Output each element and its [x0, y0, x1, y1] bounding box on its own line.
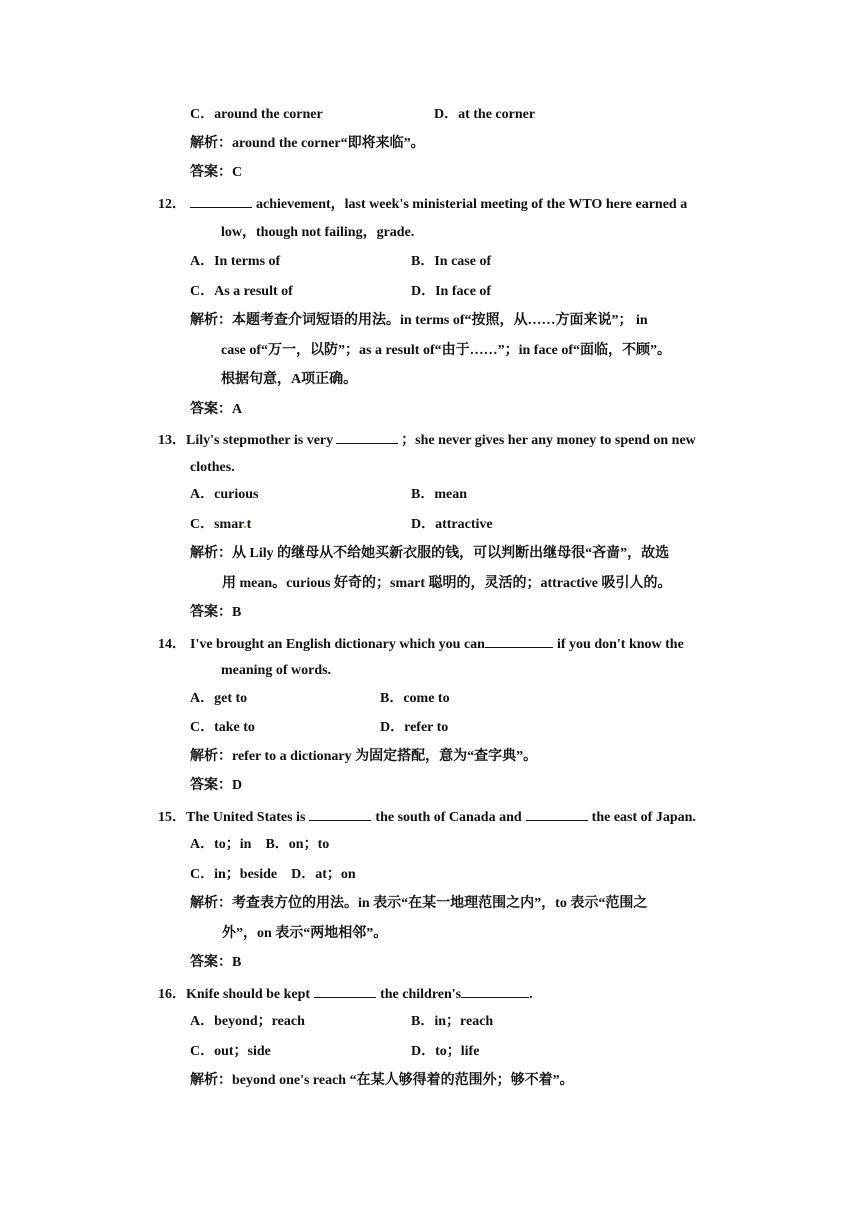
option-text: C．smar: [190, 517, 244, 532]
answer-label: 答案：: [190, 778, 232, 793]
q11-option-c: C．around the corner: [190, 107, 323, 122]
question-text: 15．The United States is: [158, 810, 306, 825]
q12-analysis-line-2: case of“万一，以防”；as a result of“由于……”；in face of“面临，不顾”。: [221, 343, 672, 358]
q12-analysis: [190, 312, 648, 330]
analysis-label: 解析：: [190, 1073, 232, 1088]
question-text: I've brought an English dictionary which you can: [190, 637, 485, 652]
q13-analysis: [190, 545, 669, 563]
question-text-end: if you don't know the: [556, 637, 684, 652]
analysis-text: 考查表方位的用法。in 表示“在某一地理范围之内”，to 表示“范围之: [232, 896, 648, 911]
q11-answer: [190, 164, 242, 182]
analysis-label: 解析：: [190, 749, 232, 764]
question-number: 12．: [158, 197, 186, 212]
answer-blank: [190, 194, 252, 208]
q12-option-a: A．In terms of: [190, 254, 281, 269]
q16-option-c: C．out；side: [190, 1044, 271, 1059]
q12-stem: [158, 194, 687, 214]
option-text-end: t: [246, 517, 252, 532]
question-number: 14．: [158, 637, 186, 652]
q12-answer: [190, 401, 242, 419]
q12-option-c: C．As a result of: [190, 284, 293, 299]
q14-option-b: B．come to: [380, 691, 450, 706]
stray-dot: .: [243, 517, 247, 532]
answer-blank-2: [526, 807, 588, 821]
analysis-text: 从 Lily 的继母从不给她买新衣服的钱，可以判断出继母很“吝啬”，故选: [232, 546, 670, 561]
analysis-label: 解析：: [190, 896, 232, 911]
q11-analysis: [190, 135, 425, 153]
q16-option-d: D．to；life: [411, 1044, 480, 1059]
answer-blank-1: [314, 984, 376, 998]
analysis-text: 本题考查介词短语的用法。in terms of“按照，从……方面来说”； in: [232, 313, 648, 328]
answer-blank: [336, 430, 398, 444]
q13-option-a: A．curious: [190, 487, 259, 502]
answer-blank-1: [309, 807, 371, 821]
q16-option-a: A．beyond；reach: [190, 1014, 305, 1029]
analysis-label: 解析：: [190, 546, 232, 561]
q12-option-d: D．In face of: [411, 284, 492, 299]
answer-label: 答案：: [190, 955, 232, 970]
q15-answer: [190, 954, 241, 972]
q16-stem: [158, 984, 533, 1004]
answer-label: 答案：: [190, 165, 232, 180]
question-text-end: ；she never gives her any money to spend on new: [401, 433, 696, 448]
analysis-text: refer to a dictionary 为固定搭配，意为“查字典”。: [232, 749, 538, 764]
analysis-text: beyond one's reach “在某人够得着的范围外；够不着”。: [232, 1073, 574, 1088]
answer-value: A: [232, 402, 243, 417]
answer-label: 答案：: [190, 605, 232, 620]
q12-option-b: B．In case of: [411, 254, 492, 269]
question-text: 16．Knife should be kept: [158, 987, 311, 1002]
q14-option-a: A．get to: [190, 691, 248, 706]
q16-option-b: B．in；reach: [411, 1014, 494, 1029]
analysis-label: 解析：: [190, 313, 232, 328]
answer-value: C: [232, 165, 243, 180]
q15-stem: [158, 807, 696, 827]
q13-option-b: B．mean: [411, 487, 467, 502]
answer-value: B: [232, 955, 242, 970]
question-text-end: the east of Japan.: [591, 810, 696, 825]
q14-option-d: D．refer to: [380, 720, 449, 735]
answer-blank-2: [461, 984, 529, 998]
question-text-mid: the children's: [380, 987, 462, 1002]
q14-option-c: C．take to: [190, 720, 255, 735]
q12-analysis-line-3: 根据句意，A项正确。: [221, 372, 358, 387]
q13-stem-continued: clothes.: [190, 460, 235, 475]
q16-analysis: [190, 1072, 574, 1090]
q15-options-ab: A．to；in B．on；to: [190, 837, 330, 852]
q15-options-cd: C．in；beside D．at；on: [190, 867, 356, 882]
q15-analysis: [190, 895, 647, 913]
q14-analysis: [190, 748, 537, 766]
analysis-label: 解析：: [190, 136, 232, 151]
q13-answer: [190, 604, 241, 622]
analysis-text: around the corner“即将来临”。: [232, 136, 425, 151]
q15-analysis-line-2: 外”，on 表示“两地相邻”。: [222, 926, 388, 941]
q14-stem: [158, 634, 684, 654]
answer-label: 答案：: [190, 402, 232, 417]
q11-option-d: D．at the corner: [434, 107, 536, 122]
q14-stem-continued: meaning of words.: [221, 663, 332, 678]
q13-option-d: D．attractive: [411, 517, 493, 532]
q13-option-c: [190, 516, 251, 534]
q12-stem-continued: low，though not failing，grade.: [221, 225, 415, 240]
answer-blank: [485, 634, 553, 648]
q13-stem: [158, 430, 696, 450]
q13-analysis-line-2: 用 mean。curious 好奇的；smart 聪明的，灵活的；attractive 吸引人的。: [222, 576, 672, 591]
question-text-mid: the south of Canada and: [375, 810, 522, 825]
answer-value: B: [232, 605, 242, 620]
answer-value: D: [232, 778, 243, 793]
question-text-end: .: [529, 987, 533, 1002]
question-text: achievement，last week's ministerial meeting of the WTO here earned a: [256, 197, 688, 212]
question-text: 13．Lily's stepmother is very: [158, 433, 334, 448]
q14-answer: [190, 777, 242, 795]
